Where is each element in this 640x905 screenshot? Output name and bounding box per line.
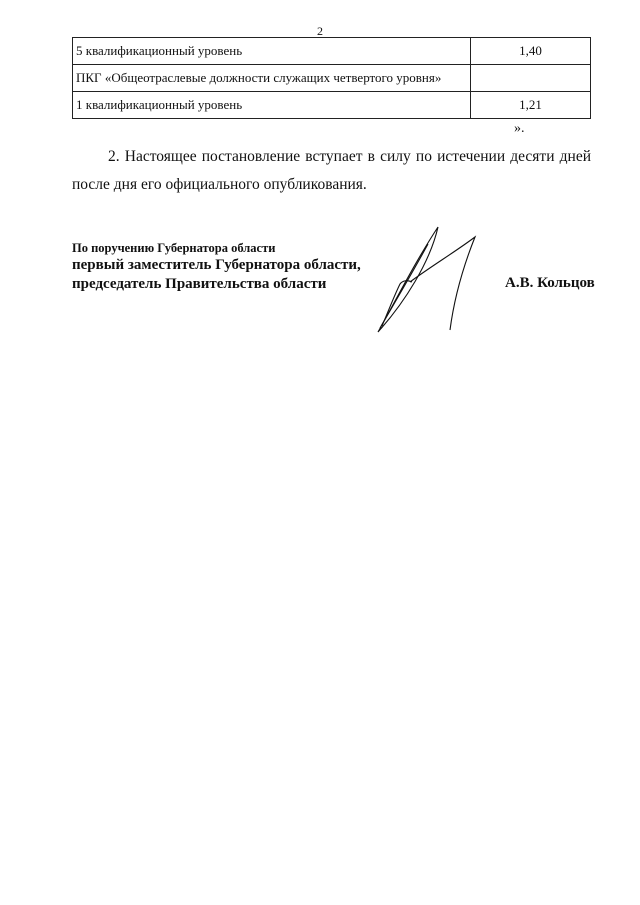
row-label: 5 квалификационный уровень — [73, 38, 471, 65]
coefficient-table — [72, 37, 591, 119]
paragraph-effective-date — [72, 143, 591, 199]
signatory-title — [72, 240, 361, 294]
row-value: 1,40 — [471, 38, 591, 65]
signatory-line-3: председатель Правительства области — [72, 276, 327, 292]
handwritten-signature-icon — [370, 222, 500, 342]
row-value: 1,21 — [471, 92, 591, 119]
table-row — [73, 38, 591, 65]
page-number: 2 — [317, 24, 323, 38]
closing-quote: ». — [514, 121, 525, 136]
table-row — [73, 92, 591, 119]
signatory-name: А.В. Кольцов — [505, 275, 595, 291]
paragraph-text: 2. Настоящее постановление вступает в силу по истечении десяти дней после дня его официального опубликования. — [72, 148, 591, 193]
signatory-line-1: По поручению Губернатора области — [72, 241, 276, 255]
row-value — [471, 65, 591, 92]
table-row — [73, 65, 591, 92]
row-label: ПКГ «Общеотраслевые должности служащих четвертого уровня» — [73, 65, 471, 92]
row-label: 1 квалификационный уровень — [73, 92, 471, 119]
signatory-line-2: первый заместитель Губернатора области, — [72, 257, 361, 273]
